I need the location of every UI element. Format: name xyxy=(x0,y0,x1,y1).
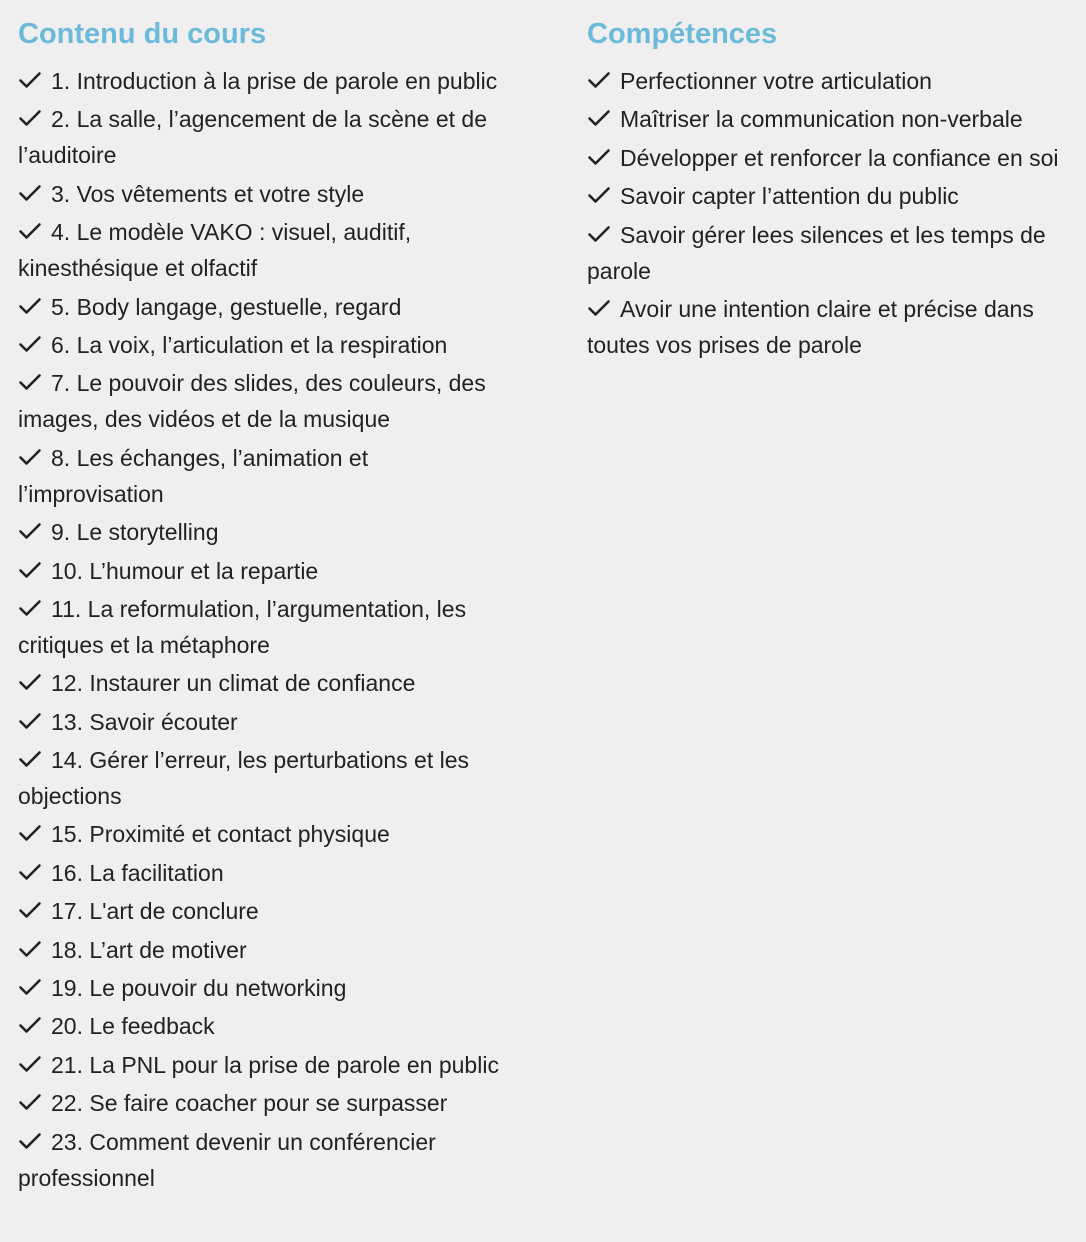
list-item-text: 21. La PNL pour la prise de parole en public xyxy=(51,1051,499,1078)
check-icon xyxy=(18,900,42,920)
skill-item xyxy=(587,140,1082,176)
course-content-item xyxy=(18,591,518,663)
list-item-text: Maîtriser la communication non-verbale xyxy=(620,106,1023,133)
list-item-text: 5. Body langage, gestuelle, regard xyxy=(51,293,402,320)
check-icon xyxy=(18,1054,42,1074)
course-content-item xyxy=(18,440,518,512)
list-item-text: 14. Gérer l’erreur, les perturbations et les objections xyxy=(18,747,470,810)
list-item-text: 3. Vos vêtements et votre style xyxy=(51,180,365,207)
skill-item xyxy=(587,178,1082,214)
check-icon xyxy=(18,521,42,541)
course-content-item xyxy=(18,816,518,852)
course-content-item xyxy=(18,1124,518,1196)
check-icon xyxy=(18,70,42,90)
list-item-text: Savoir gérer lees silences et les temps de parole xyxy=(587,221,1046,284)
course-content-item xyxy=(18,101,518,173)
course-content-item xyxy=(18,855,518,891)
check-icon xyxy=(18,823,42,843)
check-icon xyxy=(18,296,42,316)
list-item-text: 4. Le modèle VAKO : visuel, auditif, kinesthésique et olfactif xyxy=(18,219,412,282)
course-content-heading: Contenu du cours xyxy=(18,18,267,50)
list-item-text: 9. Le storytelling xyxy=(51,519,219,546)
list-item-text: 22. Se faire coacher pour se surpasser xyxy=(51,1090,448,1117)
list-item-text: Savoir capter l’attention du public xyxy=(620,183,959,210)
skill-item xyxy=(587,101,1082,137)
list-item-text: 19. Le pouvoir du networking xyxy=(51,975,347,1002)
list-item-text: 18. L’art de motiver xyxy=(51,936,247,963)
skill-item xyxy=(587,63,1082,99)
course-content-item xyxy=(18,893,518,929)
list-item-text: 8. Les échanges, l’animation et l’improvisation xyxy=(18,444,369,507)
check-icon xyxy=(587,108,611,128)
check-icon xyxy=(18,447,42,467)
course-content-item xyxy=(18,514,518,550)
list-item-text: Perfectionner votre articulation xyxy=(620,68,932,94)
list-item-text: Développer et renforcer la confiance en soi xyxy=(620,144,1059,171)
skills-section xyxy=(587,12,1082,365)
check-icon xyxy=(18,977,42,997)
check-icon xyxy=(18,372,42,392)
check-icon xyxy=(587,147,611,167)
check-icon xyxy=(587,185,611,205)
list-item-text: 10. L’humour et la repartie xyxy=(51,557,319,584)
course-content-item xyxy=(18,214,518,286)
course-content-item xyxy=(18,63,518,99)
check-icon xyxy=(18,1015,42,1035)
skill-item xyxy=(587,291,1082,363)
list-item-text: 11. La reformulation, l’argumentation, les critiques et la métaphore xyxy=(18,595,467,658)
check-icon xyxy=(18,1131,42,1151)
check-icon xyxy=(587,298,611,318)
check-icon xyxy=(18,939,42,959)
check-icon xyxy=(18,108,42,128)
check-icon xyxy=(18,862,42,882)
skills-list xyxy=(587,63,1082,363)
course-content-item xyxy=(18,665,518,701)
check-icon xyxy=(18,560,42,580)
check-icon xyxy=(587,70,611,90)
list-item-text: 13. Savoir écouter xyxy=(51,708,238,735)
check-icon xyxy=(18,711,42,731)
list-item-text: 23. Comment devenir un conférencier professionnel xyxy=(18,1128,436,1191)
check-icon xyxy=(18,334,42,354)
list-item-text: Avoir une intention claire et précise dans toutes vos prises de parole xyxy=(587,295,1034,358)
course-content-item xyxy=(18,704,518,740)
course-content-item xyxy=(18,1008,518,1044)
course-content-item xyxy=(18,365,518,437)
course-content-item xyxy=(18,970,518,1006)
check-icon xyxy=(18,1092,42,1112)
course-content-item xyxy=(18,742,518,814)
skill-item xyxy=(587,217,1082,289)
course-content-item xyxy=(18,1047,518,1083)
course-content-section xyxy=(18,12,518,1198)
check-icon xyxy=(587,224,611,244)
course-content-item xyxy=(18,553,518,589)
course-content-list xyxy=(18,63,518,1196)
course-content-item xyxy=(18,1085,518,1121)
list-item-text: 12. Instaurer un climat de confiance xyxy=(51,670,416,697)
check-icon xyxy=(18,221,42,241)
course-content-item xyxy=(18,176,518,212)
course-content-item xyxy=(18,932,518,968)
check-icon xyxy=(18,672,42,692)
list-item-text: 7. Le pouvoir des slides, des couleurs, des images, des vidéos et de la musique xyxy=(18,370,486,433)
course-content-item xyxy=(18,327,518,363)
check-icon xyxy=(18,749,42,769)
list-item-text: 16. La facilitation xyxy=(51,859,224,886)
skills-heading: Compétences xyxy=(587,18,778,50)
check-icon xyxy=(18,598,42,618)
list-item-text: 15. Proximité et contact physique xyxy=(51,821,390,848)
list-item-text: 20. Le feedback xyxy=(51,1013,215,1040)
list-item-text: 6. La voix, l’articulation et la respiration xyxy=(51,331,448,358)
check-icon xyxy=(18,183,42,203)
course-content-item xyxy=(18,289,518,325)
list-item-text: 2. La salle, l’agencement de la scène et de l’auditoire xyxy=(18,106,488,169)
list-item-text: 1. Introduction à la prise de parole en public xyxy=(51,68,498,94)
list-item-text: 17. L'art de conclure xyxy=(51,898,259,925)
